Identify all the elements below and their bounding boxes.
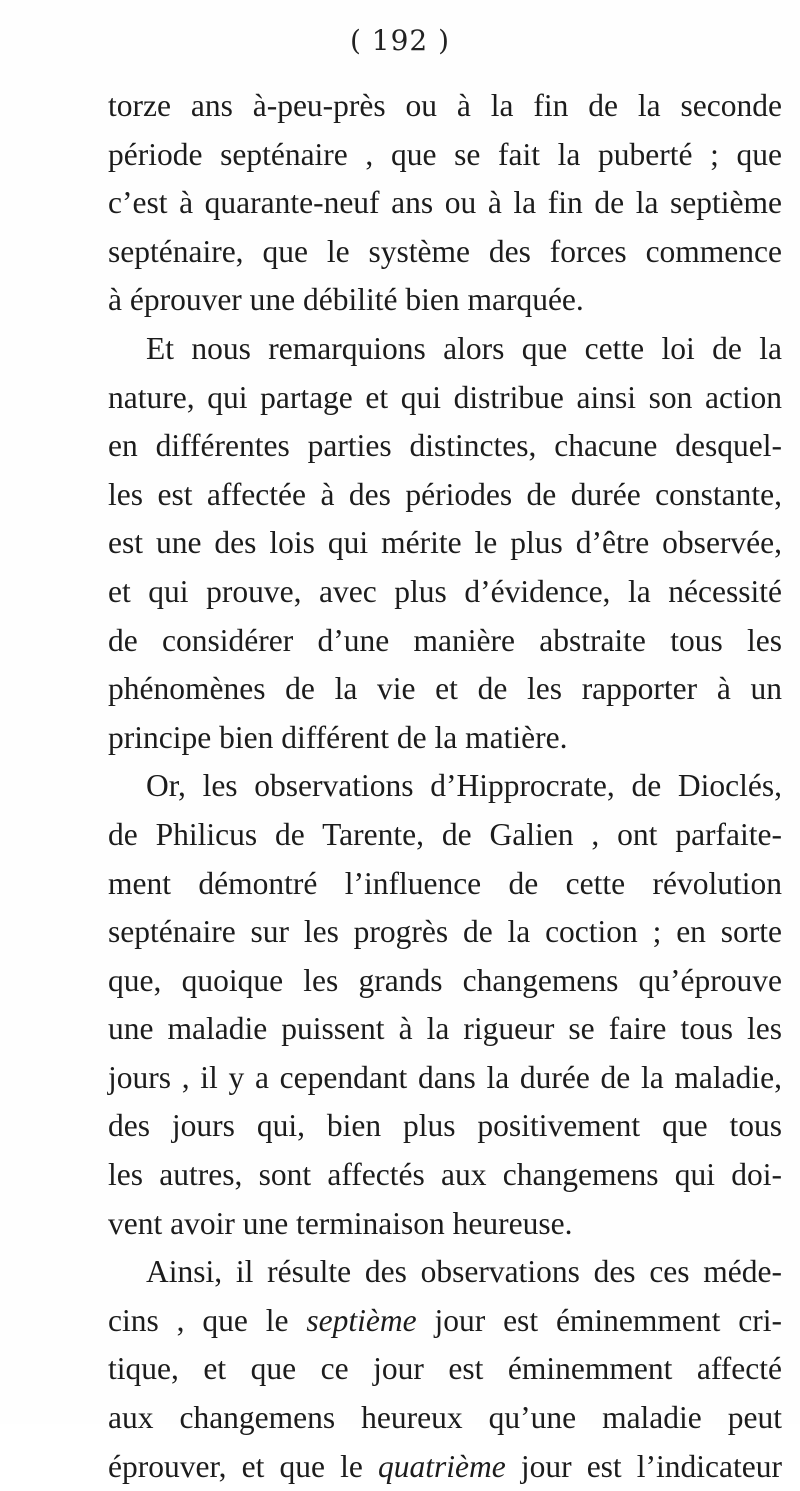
body-text xyxy=(108,82,782,1491)
text-line: en différentes parties distinctes, chacune desquel- xyxy=(108,428,782,464)
text-line: nature, qui partage et qui distribue ainsi son action xyxy=(108,379,782,415)
text-segment: cins , que le xyxy=(108,1302,307,1338)
text-line: de Philicus de Tarente, de Galien , ont parfaite- xyxy=(108,816,782,852)
text-line: des jours qui, bien plus positivement que tous xyxy=(108,1108,782,1144)
text-line: septénaire, que le système des forces commence xyxy=(108,233,782,269)
page-number: ( 192 ) xyxy=(349,24,451,57)
text-line xyxy=(108,1297,782,1346)
text-line: et qui prouve, avec plus d’évidence, la nécessité xyxy=(108,573,782,609)
text-line: c’est à quarante-neuf ans ou à la fin de la septième xyxy=(108,185,782,221)
text-line: septénaire sur les progrès de la coction ; en sorte xyxy=(108,914,782,950)
text-line: vent avoir une terminaison heureuse. xyxy=(108,1205,573,1241)
text-line: torze ans à-peu-près ou à la fin de la seconde xyxy=(108,88,782,123)
text-segment: jour est éminemment cri- xyxy=(416,1302,782,1338)
text-line: Et nous remarquions alors que cette loi de la xyxy=(146,330,782,366)
text-segment: jour est l’indicateur xyxy=(505,1448,782,1484)
text-line: de considérer d’une manière abstraite tous les xyxy=(108,622,782,658)
text-line: jours , il y a cependant dans la durée de la maladie, xyxy=(108,1059,782,1095)
text-line: que, quoique les grands changemens qu’éprouve xyxy=(108,962,782,998)
text-line xyxy=(108,1248,782,1297)
text-line: phénomènes de la vie et de les rapporter à un xyxy=(108,671,782,707)
text-line: les est affectée à des périodes de durée constante, xyxy=(108,476,782,512)
italic-word: septième xyxy=(306,1302,417,1338)
text-line: une maladie puissent à la rigueur se faire tous les xyxy=(108,1011,782,1047)
text-segment: éprouver, et que le xyxy=(108,1448,378,1484)
text-line: principe bien différent de la matière. xyxy=(108,719,568,755)
text-line: tique, et que ce jour est éminemment affecté xyxy=(108,1351,782,1387)
italic-word: quatrième xyxy=(377,1448,506,1484)
text-line: à éprouver une débilité bien marquée. xyxy=(108,282,584,318)
text-line xyxy=(108,1443,782,1491)
text-line: aux changemens heureux qu’une maladie peut xyxy=(108,1400,782,1436)
text-line: Or, les observations d’Hipprocrate, de Dioclés, xyxy=(146,768,782,804)
text-line: les autres, sont affectés aux changemens qui doi- xyxy=(108,1157,782,1193)
text-line: ment démontré l’influence de cette révolution xyxy=(108,865,782,901)
text-line: période septénaire , que se fait la puberté ; que xyxy=(108,136,782,172)
text-segment: Ainsi, il résulte des observations des ces méde- xyxy=(146,1254,782,1290)
text-line: est une des lois qui mérite le plus d’être observée, xyxy=(108,525,782,561)
